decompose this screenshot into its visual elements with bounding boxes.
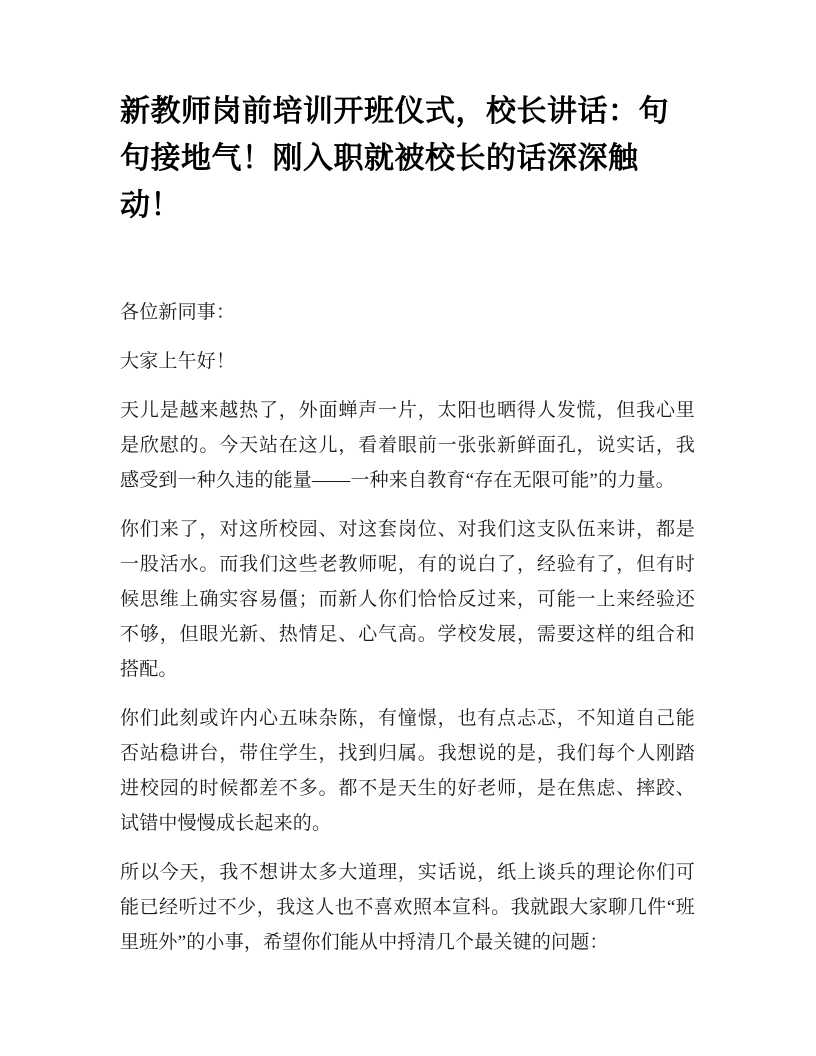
document-body [120, 295, 695, 960]
paragraph: 所以今天，我不想讲太多大道理，实话说，纸上谈兵的理论你们可能已经听过不少，我这人也不喜欢照本宣科。我就跟大家聊几件“班里班外”的小事，希望你们能从中捋清几个最关键的问题： [120, 862, 695, 953]
paragraph: 你们此刻或许内心五味杂陈，有憧憬，也有点忐忑，不知道自己能否站稳讲台，带住学生，找到归属。我想说的是，我们每个人刚踏进校园的时候都差不多。都不是天生的好老师，是在焦虑、摔跤、试错中慢慢成长起来的。 [120, 708, 695, 834]
paragraph: 天儿是越来越热了，外面蝉声一片，太阳也晒得人发慌，但我心里是欣慰的。今天站在这儿，看着眼前一张张新鲜面孔，说实话，我感受到一种久违的能量——一种来自教育“存在无限可能”的力量。 [120, 400, 695, 491]
paragraph-salutation: 各位新同事： [120, 302, 236, 323]
document-title: 新教师岗前培训开班仪式，校长讲话：句句接地气！刚入职就被校长的话深深触动！ [120, 95, 669, 222]
paragraph: 你们来了，对这所校园、对这套岗位、对我们这支队伍来讲，都是一股活水。而我们这些老教师呢，有的说白了，经验有了，但有时候思维上确实容易僵；而新人你们恰恰反过来，可能一上来经验还不够，但眼光新、热情足、心气高。学校发展，需要这样的组合和搭配。 [120, 519, 695, 680]
paragraph-greeting: 大家上午好！ [120, 351, 236, 372]
